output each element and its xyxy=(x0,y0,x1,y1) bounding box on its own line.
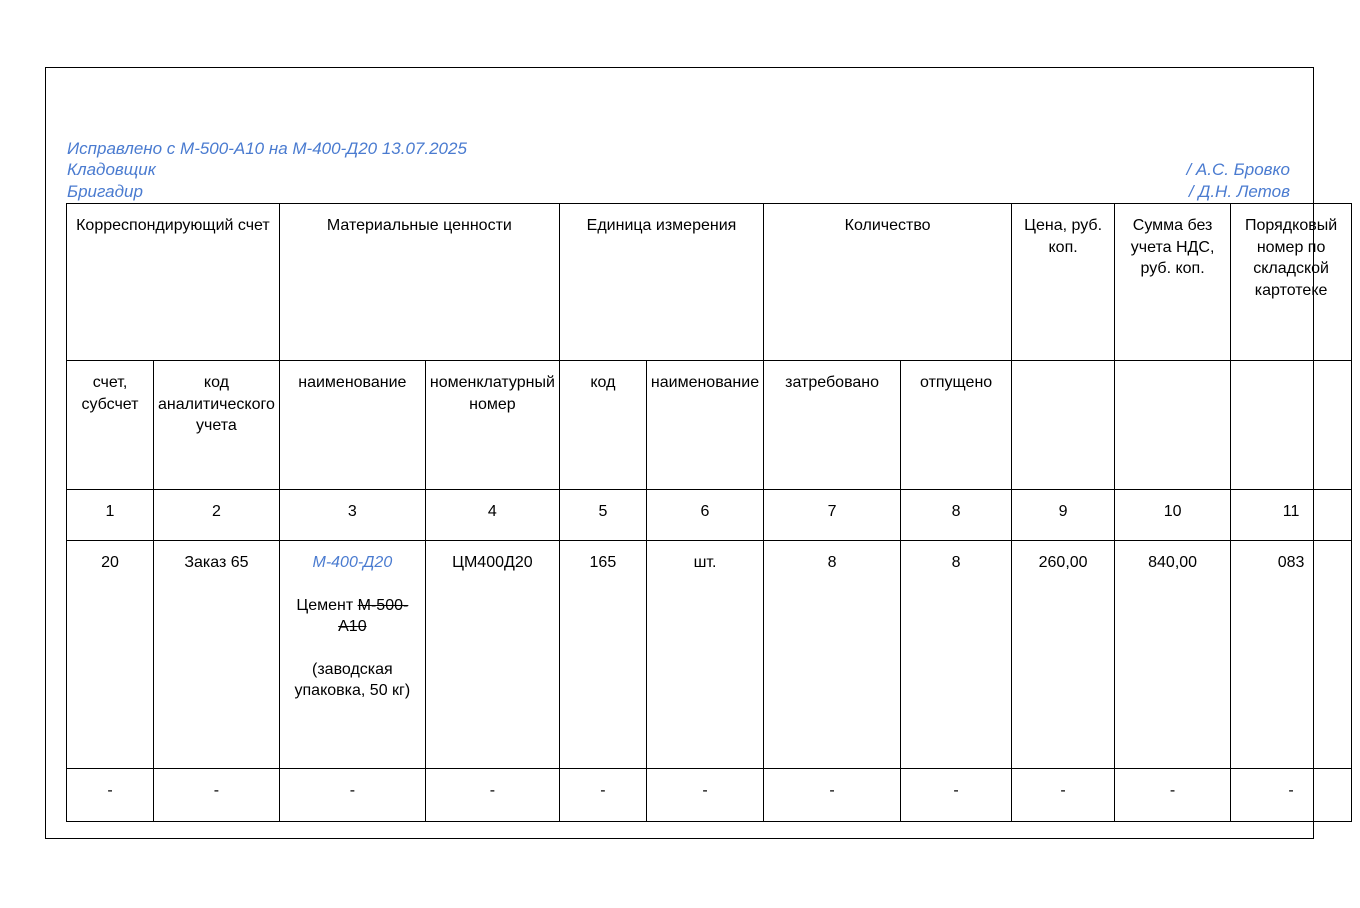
header-row xyxy=(67,204,1352,361)
foreman-signature: / Д.Н. Летов xyxy=(1188,182,1290,201)
cell-nomenclature: ЦМ400Д20 xyxy=(425,541,559,769)
material-name-line xyxy=(284,595,421,638)
column-number: 9 xyxy=(1012,490,1115,541)
cell-price: 260,00 xyxy=(1012,541,1115,769)
column-number: 2 xyxy=(154,490,280,541)
materials-table xyxy=(66,203,1352,822)
empty-cell: - xyxy=(154,769,280,822)
packaging-note: (заводская упаковка, 50 кг) xyxy=(294,660,411,699)
empty-cell: - xyxy=(646,769,763,822)
sub-empty-card xyxy=(1231,361,1352,490)
cell-material-name xyxy=(279,541,425,769)
column-number: 11 xyxy=(1231,490,1352,541)
corrected-grade: М-400-Д20 xyxy=(312,554,393,571)
cell-unit-code: 165 xyxy=(559,541,646,769)
cell-unit-name: шт. xyxy=(646,541,763,769)
empty-cell: - xyxy=(764,769,901,822)
correction-note: Исправлено с М-500-А10 на М-400-Д20 13.07.2025 xyxy=(67,139,467,158)
sub-unit-name: наименование xyxy=(646,361,763,490)
subheader-row xyxy=(67,361,1352,490)
sub-released: отпущено xyxy=(901,361,1012,490)
storekeeper-role: Кладовщик xyxy=(67,160,156,179)
sub-empty-price xyxy=(1012,361,1115,490)
sub-account: счет, субсчет xyxy=(67,361,154,490)
table-row xyxy=(67,541,1352,769)
struck-grade: М-500-А10 xyxy=(338,596,409,635)
column-number: 1 xyxy=(67,490,154,541)
empty-cell: - xyxy=(425,769,559,822)
header-price: Цена, руб. коп. xyxy=(1012,204,1115,361)
column-number: 7 xyxy=(764,490,901,541)
cell-released: 8 xyxy=(901,541,1012,769)
material-prefix: Цемент xyxy=(296,596,358,614)
column-number: 10 xyxy=(1115,490,1231,541)
cell-requested: 8 xyxy=(764,541,901,769)
empty-cell: - xyxy=(1012,769,1115,822)
empty-cell: - xyxy=(279,769,425,822)
cell-account: 20 xyxy=(67,541,154,769)
sub-requested: затребовано xyxy=(764,361,901,490)
sub-empty-sum xyxy=(1115,361,1231,490)
sub-nomenclature-no: номенклатурный номер xyxy=(425,361,559,490)
cell-analytic: Заказ 65 xyxy=(154,541,280,769)
empty-cell: - xyxy=(901,769,1012,822)
header-sum: Сумма без учета НДС, руб. коп. xyxy=(1115,204,1231,361)
empty-cell: - xyxy=(1231,769,1352,822)
empty-cell: - xyxy=(559,769,646,822)
header-materials: Материальные ценности xyxy=(279,204,559,361)
cell-sum: 840,00 xyxy=(1115,541,1231,769)
empty-cell: - xyxy=(67,769,154,822)
sub-analytic-code: код аналитического учета xyxy=(154,361,280,490)
header-corr-account: Корреспондирующий счет xyxy=(67,204,280,361)
empty-cell: - xyxy=(1115,769,1231,822)
header-unit: Единица измерения xyxy=(559,204,763,361)
column-number-row xyxy=(67,490,1352,541)
column-number: 4 xyxy=(425,490,559,541)
empty-row xyxy=(67,769,1352,822)
cell-card-no: 083 xyxy=(1231,541,1352,769)
column-number: 5 xyxy=(559,490,646,541)
sub-unit-code: код xyxy=(559,361,646,490)
sub-name: наименование xyxy=(279,361,425,490)
header-card-no: Порядковый номер по складской картотеке xyxy=(1231,204,1352,361)
column-number: 6 xyxy=(646,490,763,541)
foreman-role: Бригадир xyxy=(67,182,143,201)
storekeeper-signature: / А.С. Бровко xyxy=(1186,160,1290,179)
header-quantity: Количество xyxy=(764,204,1012,361)
column-number: 3 xyxy=(279,490,425,541)
column-number: 8 xyxy=(901,490,1012,541)
